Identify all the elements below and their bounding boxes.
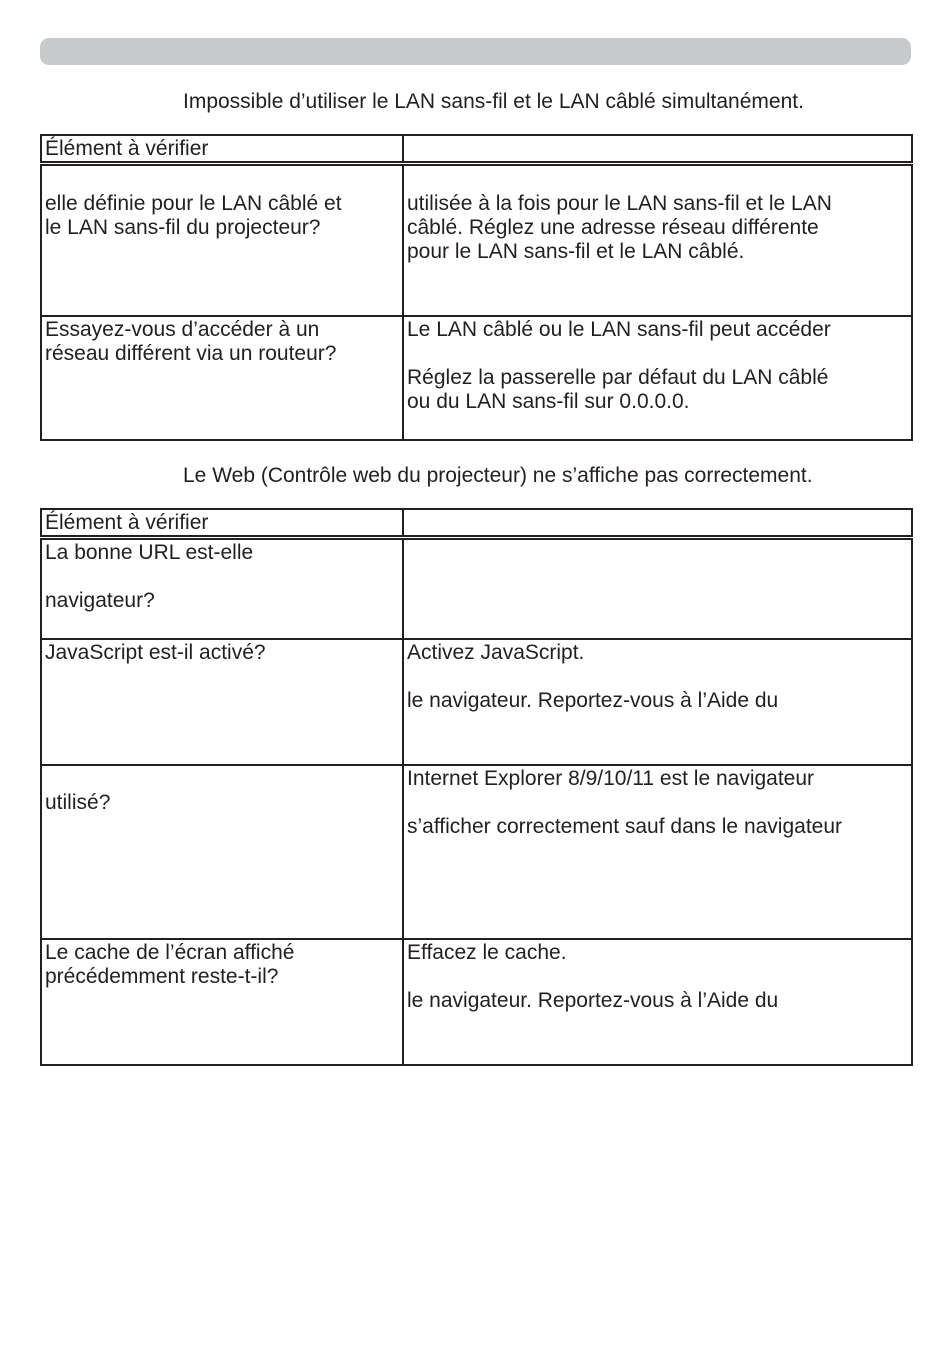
table-row	[41, 316, 912, 440]
solution-cell	[403, 316, 912, 440]
check-text: Le cache de l’écran affiché	[45, 941, 295, 964]
check-text: elle définie pour le LAN câblé et	[45, 192, 342, 215]
table-row	[41, 164, 912, 317]
solution-text: Internet Explorer 8/9/10/11 est le navigateur	[407, 767, 815, 790]
symptom-wired-wireless: Impossible d’utiliser le LAN sans-fil et le LAN câblé simultanément.	[183, 90, 804, 113]
check-text: utilisé?	[45, 791, 111, 814]
troubleshooting-table-web	[40, 508, 913, 1066]
solution-text: Le LAN câblé ou le LAN sans-fil peut accéder	[407, 318, 831, 341]
check-cell	[41, 538, 403, 640]
solution-text: Réglez la passerelle par défaut du LAN câblé	[407, 366, 829, 389]
solution-text: Activez JavaScript.	[407, 641, 585, 664]
header-solution	[403, 135, 912, 164]
table-row	[41, 939, 912, 1065]
solution-cell	[403, 164, 912, 317]
check-text: précédemment reste-t-il?	[45, 965, 279, 988]
solution-text: le navigateur. Reportez-vous à l’Aide du	[407, 689, 779, 712]
check-text: le LAN sans-fil du projecteur?	[45, 216, 321, 239]
table-row	[41, 639, 912, 765]
solution-text: câblé. Réglez une adresse réseau différente	[407, 216, 819, 239]
header-check: Élément à vérifier	[41, 135, 403, 164]
table-row	[41, 538, 912, 640]
check-text: réseau différent via un routeur?	[45, 342, 337, 365]
header-solution	[403, 509, 912, 538]
solution-cell	[403, 639, 912, 765]
troubleshooting-table-lan	[40, 134, 913, 441]
check-text: JavaScript est-il activé?	[45, 641, 266, 664]
check-text: navigateur?	[45, 589, 155, 612]
solution-text: utilisée à la fois pour le LAN sans-fil et le LAN	[407, 192, 832, 215]
solution-text: le navigateur. Reportez-vous à l’Aide du	[407, 989, 779, 1012]
check-cell	[41, 316, 403, 440]
solution-cell	[403, 765, 912, 939]
check-cell	[41, 765, 403, 939]
header-check: Élément à vérifier	[41, 509, 403, 538]
solution-text: pour le LAN sans-fil et le LAN câblé.	[407, 240, 745, 263]
check-cell	[41, 164, 403, 317]
check-cell	[41, 939, 403, 1065]
check-cell	[41, 639, 403, 765]
table-header-row	[41, 509, 912, 538]
table-row	[41, 765, 912, 939]
section-header-bar	[40, 38, 911, 65]
solution-text: s’afficher correctement sauf dans le navigateur	[407, 815, 843, 838]
solution-text: Effacez le cache.	[407, 941, 567, 964]
table-header-row	[41, 135, 912, 164]
solution-cell	[403, 538, 912, 640]
check-text: Essayez-vous d’accéder à un	[45, 318, 320, 341]
solution-text: ou du LAN sans-fil sur 0.0.0.0.	[407, 390, 690, 413]
symptom-web-control: Le Web (Contrôle web du projecteur) ne s’affiche pas correctement.	[183, 464, 813, 487]
solution-cell	[403, 939, 912, 1065]
check-text: La bonne URL est-elle	[45, 541, 254, 564]
